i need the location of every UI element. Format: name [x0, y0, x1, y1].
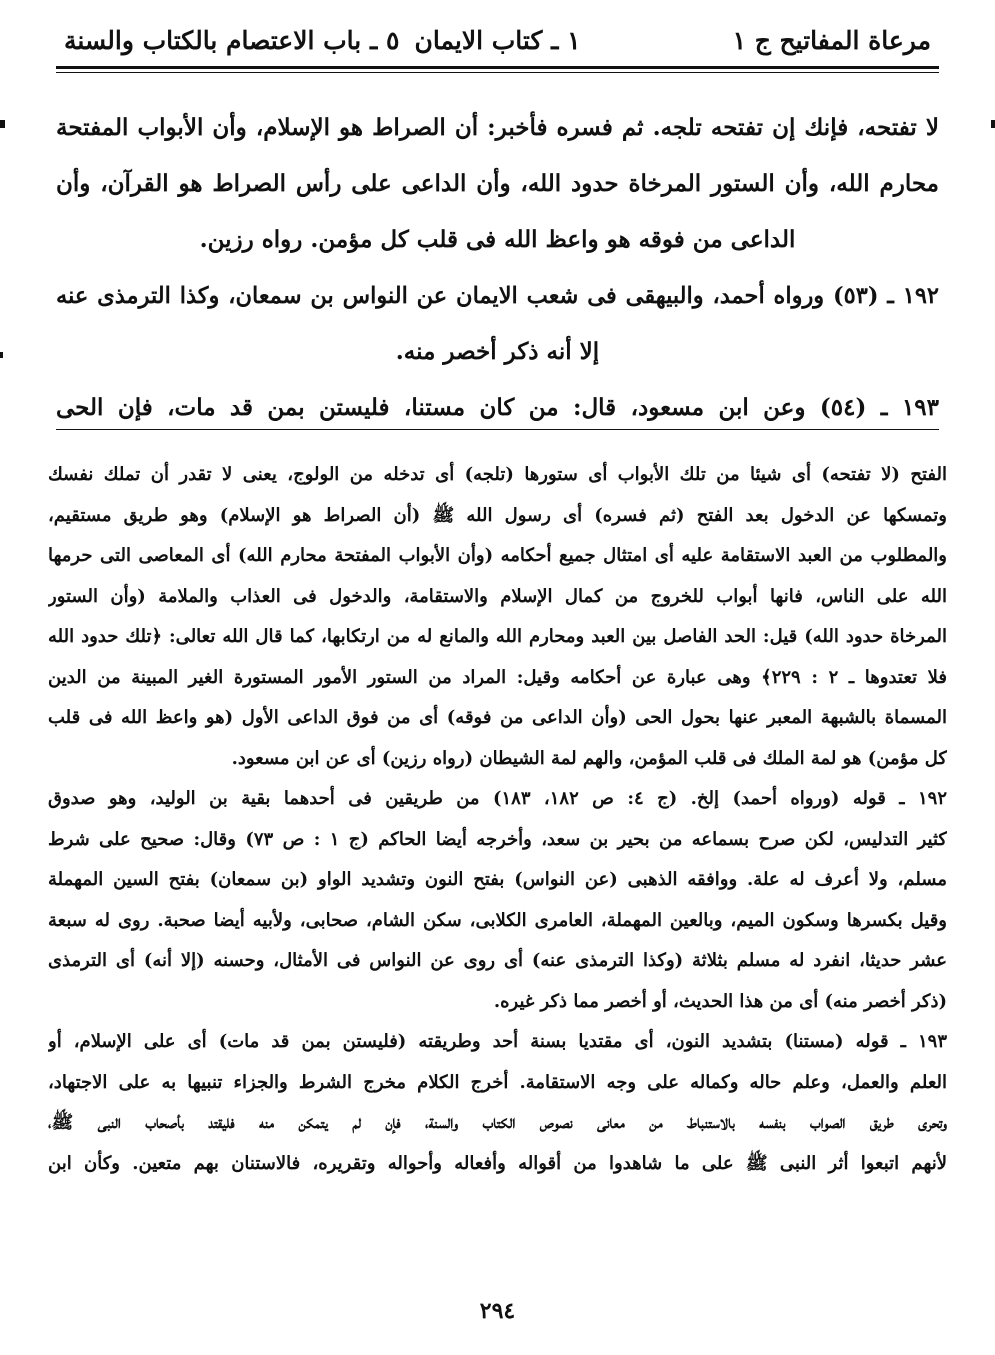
commentary-line: الفتح (لا تفتحه) أى شيئا من تلك الأبواب أى ستورها (تلجه) أى تدخله من الولوج، يعنى لا تقدر أن تملك نفسك — [48, 464, 947, 485]
commentary-line: الله على الناس، فانها أبواب للخروج من كمال الإسلام والاستقامة، والدخول فى العذاب والملامة (وأن الستور — [48, 585, 947, 607]
header-kitab-title: ١ ـ كتاب الايمان — [414, 26, 581, 55]
scan-edge-mark — [0, 120, 5, 128]
commentary-line: العلم والعمل، وعلم حاله وكماله على وجه الاستقامة. أخرج الكلام مخرج الشرط والجزاء تنبيها به على الاجتهاد، — [48, 1071, 947, 1093]
page-number: ٢٩٤ — [479, 1298, 516, 1324]
commentary-line: وتمسكها عن الدخول بعد الفتح (ثم فسره) أى رسول الله ﷺ (أن الصراط هو الإسلام) وهو طريق مستقيم، — [48, 504, 947, 526]
commentary-block — [48, 455, 947, 1184]
hadith-line: محارم الله، وأن الستور المرخاة حدود الله، وأن الداعى على رأس الصراط هو القرآن، وأن — [56, 170, 939, 197]
commentary-line: (ذكر أخصر منه) أى من هذا الحديث، أو أخصر مما ذكر غيره. — [493, 990, 947, 1012]
header-book-title: مرعاة المفاتيح ج ١ — [732, 26, 931, 55]
commentary-line: وتحرى طريق الصواب بنفسه بالاستنباط من معانى نصوص الكتاب والسنة، فإن لم يتمكن منه فليقتد بأصحاب النبى ﷺ، — [48, 1112, 947, 1133]
commentary-line: فلا تعتدوها ـ ٢ : ٢٢٩﴾ وهى عبارة عن أحكامه وقيل: المراد من الستور الأمور المستورة الغير المبينة من الدين — [48, 666, 947, 688]
commentary-line: وقيل بكسرها وسكون الميم، وبالعين المهملة، العامرى الكلابى، سكن الشام، صحابى، ولأبيه أيضا صحبة. روى له سبعة — [48, 909, 947, 931]
scan-edge-mark — [0, 352, 3, 358]
commentary-line: المرخاة حدود الله) قيل: الحد الفاصل بين العبد ومحارم الله والمانع له من ارتكابها، كما قال الله تعالى: ﴿تلك حدود الله — [48, 626, 947, 647]
commentary-line: المسماة بالشبهة المعبر عنها بحول الحى (وأن الداعى من فوقه) أى من فوق الداعى الأول (هو واعظ الله فى قلب — [48, 707, 947, 728]
commentary-line: والمطلوب من العبد الاستقامة عليه أى امتثال جميع أحكامه (وأن الأبواب المفتحة محارم الله) أى المعاصى التى حرمها — [48, 545, 947, 566]
commentary-line: كل مؤمن) هو لمة الملك فى قلب المؤمن، والهم لمة الشيطان (رواه رزين) أى عن ابن مسعود. — [231, 747, 947, 769]
hadith-line: إلا أنه ذكر أخصر منه. — [395, 338, 600, 365]
header-bab-title: ٥ ـ باب الاعتصام بالكتاب والسنة — [64, 26, 400, 55]
commentary-line: لأنهم اتبعوا أثر النبى ﷺ على ما شاهدوا من أقواله وأفعاله وأحواله وتقريره، فالاستنان بهم متعين. وكأن ابن — [48, 1152, 947, 1174]
hadith-line: ١٩٣ ـ (٥٤) وعن ابن مسعود، قال: من كان مستنا، فليستن بمن قد مات، فإن الحى — [56, 394, 939, 421]
hadith-line: لا تفتحه، فإنك إن تفتحه تلجه. ثم فسره فأخبر: أن الصراط هو الإسلام، وأن الأبواب المفتحة — [56, 114, 939, 141]
section-divider — [56, 429, 939, 430]
commentary-line: ١٩٣ ـ قوله (مستنا) بتشديد النون، أى مقتديا بسنة أحد وطريقته (فليستن بمن قد مات) أى على الإسلام، أو — [48, 1031, 947, 1052]
hadith-line: الداعى من فوقه هو واعظ الله فى قلب كل مؤمن. رواه رزين. — [199, 226, 796, 253]
commentary-line: مسلم، ولا أعرف له علة. ووافقه الذهبى (عن النواس) بفتح النون وتشديد الواو (بن سمعان) بفتح السين المهملة — [48, 869, 947, 890]
commentary-line: ١٩٢ ـ قوله (ورواه أحمد) إلخ. (ج ٤: ص ١٨٢، ١٨٣) من طريقين فى أحدهما بقية بن الوليد، وهو صدوق — [48, 788, 947, 809]
hadith-text-block — [56, 100, 939, 436]
header-rule-thick — [56, 66, 939, 69]
commentary-line: عشر حديثا، انفرد له مسلم بثلاثة (وكذا الترمذى عنه) أى روى عن النواس فى الأمثال، وحسنه (إلا أنه) أى الترمذى — [48, 950, 947, 971]
commentary-line: كثير التدليس، لكن صرح بسماعه من بحير بن سعد، وأخرجه أيضا الحاكم (ج ١ : ص ٧٣) وقال: صحيح على شرط — [48, 828, 947, 850]
hadith-line: ١٩٢ ـ (٥٣) ورواه أحمد، والبيهقى فى شعب الايمان عن النواس بن سمعان، وكذا الترمذى عنه — [56, 283, 939, 309]
scan-edge-mark — [991, 120, 995, 128]
running-header — [56, 22, 939, 66]
header-rule-thin — [56, 72, 939, 73]
